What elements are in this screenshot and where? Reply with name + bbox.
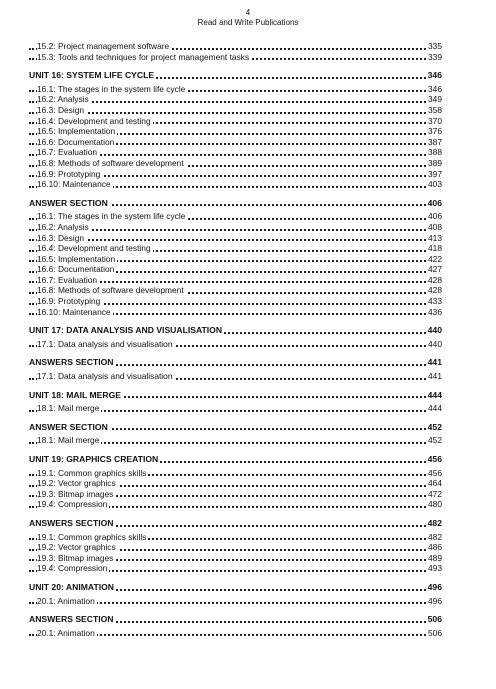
toc-title: 19.1: Common graphics skills [37,467,147,478]
toc-title: ANSWER SECTION [29,421,108,432]
toc-entry[interactable] [29,41,442,52]
toc-entry[interactable] [29,285,442,296]
section-spacer [29,349,442,357]
toc-page-number: 428 [428,274,442,285]
toc-entry[interactable] [29,532,442,543]
toc-entry[interactable] [29,478,442,489]
toc-section-heading[interactable] [29,198,442,209]
toc-entry[interactable] [29,275,442,286]
toc-title: 19.2: Vector graphics [37,542,116,553]
toc-entry[interactable] [29,628,442,639]
section-spacer [29,190,442,198]
toc-entry[interactable] [29,105,442,116]
toc-entry[interactable] [29,94,442,105]
toc-page-number: 480 [428,499,442,510]
dot-leader [29,229,442,231]
toc-title: 16.8: Methods of software development [37,157,184,168]
toc-title: 16.4: Development and testing [37,243,151,254]
toc-entry[interactable] [29,371,442,382]
toc-page-number: 441 [428,371,442,382]
toc-section-heading[interactable] [29,454,442,465]
section-spacer [29,574,442,582]
section-spacer [29,382,442,390]
toc-section-heading[interactable] [29,582,442,593]
toc-page-number: 389 [428,157,442,168]
toc-entry[interactable] [29,264,442,275]
dot-leader [29,239,442,241]
page-number: 4 [245,8,251,17]
toc-section-heading[interactable] [29,325,442,336]
toc-entry[interactable] [29,84,442,95]
toc-entry[interactable] [29,158,442,169]
toc-entry[interactable] [29,52,442,63]
toc-page-number: 406 [427,197,442,208]
toc-title: UNIT 17: DATA ANALYSIS AND VISUALISATION [29,325,223,336]
toc-page-number: 397 [428,168,442,179]
toc-entry[interactable] [29,307,442,318]
toc-page-number: 440 [427,325,442,336]
toc-page-number: 441 [427,357,442,368]
toc-title: 16.3: Design [37,232,85,243]
toc-entry[interactable] [29,435,442,446]
toc-page-number: 358 [428,104,442,115]
toc-title: 20.1: Animation [37,595,95,606]
section-spacer [29,414,442,422]
toc-title: 20.1: Animation [37,627,95,638]
section-spacer [29,62,442,70]
toc-page-number: 436 [428,306,442,317]
toc-title: 16.5: Implementation [37,253,116,264]
toc-entry[interactable] [29,254,442,265]
toc-title: 19.4: Compression [37,499,108,510]
toc-title: 16.8: Methods of software development [37,285,184,296]
toc-title: 16.10: Maintenance [37,306,111,317]
toc-entry[interactable] [29,126,442,137]
section-spacer [29,446,442,454]
toc-section-heading[interactable] [29,70,442,81]
toc-entry[interactable] [29,137,442,148]
publisher-name: Read and Write Publications [197,18,299,27]
toc-title: 17.1: Data analysis and visualisation [37,338,173,349]
toc-title: 16.6: Documentation [37,264,115,275]
toc-title: 19.3: Bitmap images [37,488,114,499]
toc-page-number: 376 [428,126,442,137]
toc-title: 16.2: Analysis [37,94,89,105]
toc-page-number: 472 [428,488,442,499]
toc-entry[interactable] [29,233,442,244]
toc-title: 16.3: Design [37,104,85,115]
page-header [0,8,496,28]
toc-entry[interactable] [29,339,442,350]
toc-entry[interactable] [29,553,442,564]
toc-page-number: 486 [428,542,442,553]
toc-entry[interactable] [29,169,442,180]
toc-section-heading[interactable] [29,390,442,401]
toc-page-number: 493 [428,563,442,574]
toc-title: UNIT 16: SYSTEM LIFE CYCLE [29,70,155,81]
toc-section-heading[interactable] [29,422,442,433]
toc-entry[interactable] [29,542,442,553]
dot-leader [29,112,442,114]
toc-entry[interactable] [29,468,442,479]
toc-entry[interactable] [29,596,442,607]
toc-entry[interactable] [29,296,442,307]
toc-title: UNIT 18: MAIL MERGE [29,389,121,400]
toc-title: 16.5: Implementation [37,126,116,137]
toc-page-number: 452 [428,435,442,446]
toc-entry[interactable] [29,222,442,233]
toc-page-number: 427 [428,264,442,275]
toc-title: 19.3: Bitmap images [37,552,114,563]
toc-title: UNIT 20: ANIMATION [29,581,114,592]
toc-title: 16.1: The stages in the system life cycle [37,83,186,94]
toc-title: ANSWERS SECTION [29,517,114,528]
toc-page-number: 482 [427,517,442,528]
toc-page-number: 335 [428,41,442,51]
toc-title: 19.4: Compression [37,563,108,574]
toc-page-number: 422 [428,253,442,264]
toc-title: 16.2: Analysis [37,221,89,232]
toc-title: 15.2: Project management software [37,41,170,51]
toc-page-number: 349 [428,94,442,105]
toc-page-number: 418 [428,243,442,254]
toc-page-number: 452 [427,421,442,432]
toc-page-number: 346 [427,70,442,81]
toc-title: 16.4: Development and testing [37,115,151,126]
toc-title: 18.1: Mail merge [37,403,100,414]
toc-page-number: 413 [428,232,442,243]
toc-page-number: 339 [428,51,442,62]
toc-section-heading[interactable] [29,614,442,625]
toc-entry[interactable] [29,147,442,158]
toc-title: 15.3: Tools and techniques for project management tasks [37,51,250,62]
toc-title: 16.9: Prototyping [37,168,101,179]
toc-entry[interactable] [29,211,442,222]
toc-entry[interactable] [29,179,442,190]
toc-title: ANSWERS SECTION [29,614,114,625]
section-spacer [29,317,442,325]
toc-page-number: 346 [428,83,442,94]
toc-page-number: 456 [427,454,442,464]
toc-title: UNIT 19: GRAPHICS CREATION [29,454,159,464]
toc-page-number: 506 [428,627,442,638]
toc-page-number: 482 [428,531,442,542]
toc-title: ANSWER SECTION [29,197,108,208]
section-spacer [29,510,442,518]
toc-entry[interactable] [29,403,442,414]
toc-title: 16.9: Prototyping [37,296,101,307]
dot-leader [29,101,442,103]
toc-page-number: 506 [427,614,442,625]
toc-entry[interactable] [29,243,442,254]
toc-page-number: 456 [428,467,442,478]
toc-title: 16.10: Maintenance [37,179,111,190]
toc-title: 17.1: Data analysis and visualisation [37,371,173,382]
toc-page-number: 496 [427,581,442,592]
toc-page-number: 428 [428,285,442,296]
toc-page-number: 403 [428,179,442,190]
toc-page-number: 489 [428,552,442,563]
toc-title: 16.1: The stages in the system life cycle [37,211,186,222]
toc-page-number: 406 [428,211,442,222]
toc-page-number: 496 [428,595,442,606]
toc-title: 16.7: Evaluation [37,274,98,285]
toc-title: 19.1: Common graphics skills [37,531,147,542]
toc-page-number: 408 [428,221,442,232]
toc-title: 18.1: Mail merge [37,435,100,446]
toc-page-number: 370 [428,115,442,126]
toc-entry[interactable] [29,563,442,574]
toc-page-number: 440 [428,338,442,349]
toc-section-heading[interactable] [29,518,442,529]
toc-title: 19.2: Vector graphics [37,478,116,489]
toc-entry[interactable] [29,116,442,127]
toc-page-number: 464 [428,478,442,489]
toc-title: 16.6: Documentation [37,136,115,147]
toc-title: 16.7: Evaluation [37,147,98,158]
table-of-contents [29,41,442,638]
section-spacer [29,606,442,614]
toc-entry[interactable] [29,489,442,500]
toc-section-heading[interactable] [29,357,442,368]
toc-page-number: 388 [428,147,442,158]
toc-entry[interactable] [29,499,442,510]
toc-page-number: 444 [427,389,442,400]
toc-page-number: 387 [428,136,442,147]
toc-page-number: 444 [428,403,442,414]
toc-page-number: 433 [428,296,442,307]
toc-title: ANSWERS SECTION [29,357,114,368]
